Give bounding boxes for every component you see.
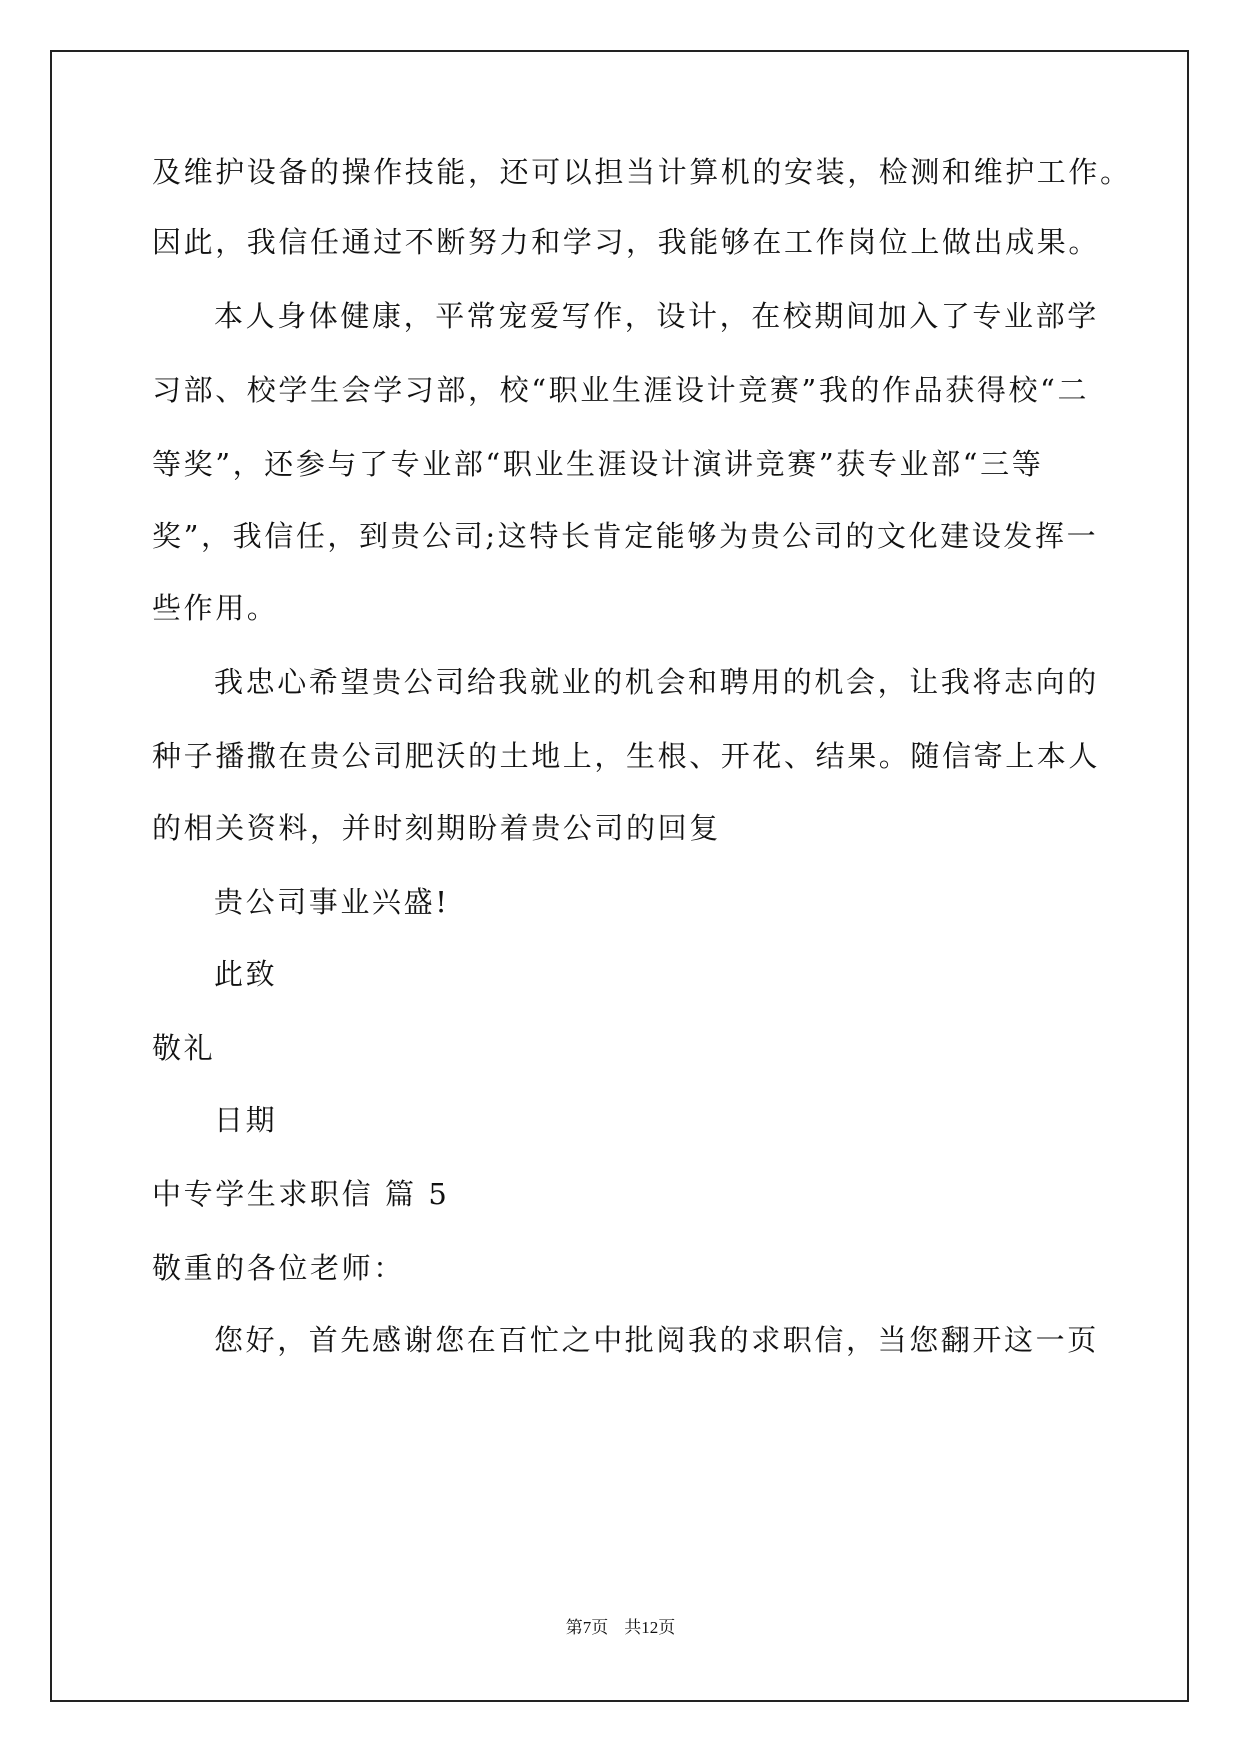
salutation-jingli: 敬礼 <box>152 1031 216 1065</box>
body-line-1: 及维护设备的操作技能，还可以担当计算机的安装，检测和维护工作。 <box>152 155 1132 189</box>
body-line-6: 奖”，我信任，到贵公司;这特长肯定能够为贵公司的文化建设发挥一 <box>152 519 1099 553</box>
page-number-total: 共12页 <box>624 1618 676 1637</box>
body-line-3: 本人身体健康，平常宠爱写作，设计，在校期间加入了专业部学 <box>214 299 1099 333</box>
section-heading: 中专学生求职信 篇 5 <box>152 1177 450 1211</box>
body-line-5: 等奖”，还参与了专业部“职业生涯设计演讲竞赛”获专业部“三等 <box>152 447 1044 481</box>
closing-wish: 贵公司事业兴盛! <box>214 885 450 919</box>
body-line-10: 的相关资料，并时刻期盼着贵公司的回复 <box>152 811 721 845</box>
body-line-2: 因此，我信任通过不断努力和学习，我能够在工作岗位上做出成果。 <box>152 225 1101 259</box>
greeting-line: 敬重的各位老师： <box>152 1251 405 1285</box>
body-line-7: 些作用。 <box>152 591 279 625</box>
body-line-9: 种子播撒在贵公司肥沃的土地上，生根、开花、结果。随信寄上本人 <box>152 739 1101 773</box>
body-line-8: 我忠心希望贵公司给我就业的机会和聘用的机会，让我将志向的 <box>214 665 1099 699</box>
body-line-opening: 您好，首先感谢您在百忙之中批阅我的求职信，当您翻开这一页 <box>214 1323 1099 1357</box>
page-number-current: 第7页 <box>565 1618 609 1637</box>
salutation-cizhi: 此致 <box>214 957 278 991</box>
date-label: 日期 <box>214 1103 278 1137</box>
body-line-4: 习部、校学生会学习部，校“职业生涯设计竞赛”我的作品获得校“二 <box>152 373 1090 407</box>
page-footer <box>0 1618 1241 1638</box>
